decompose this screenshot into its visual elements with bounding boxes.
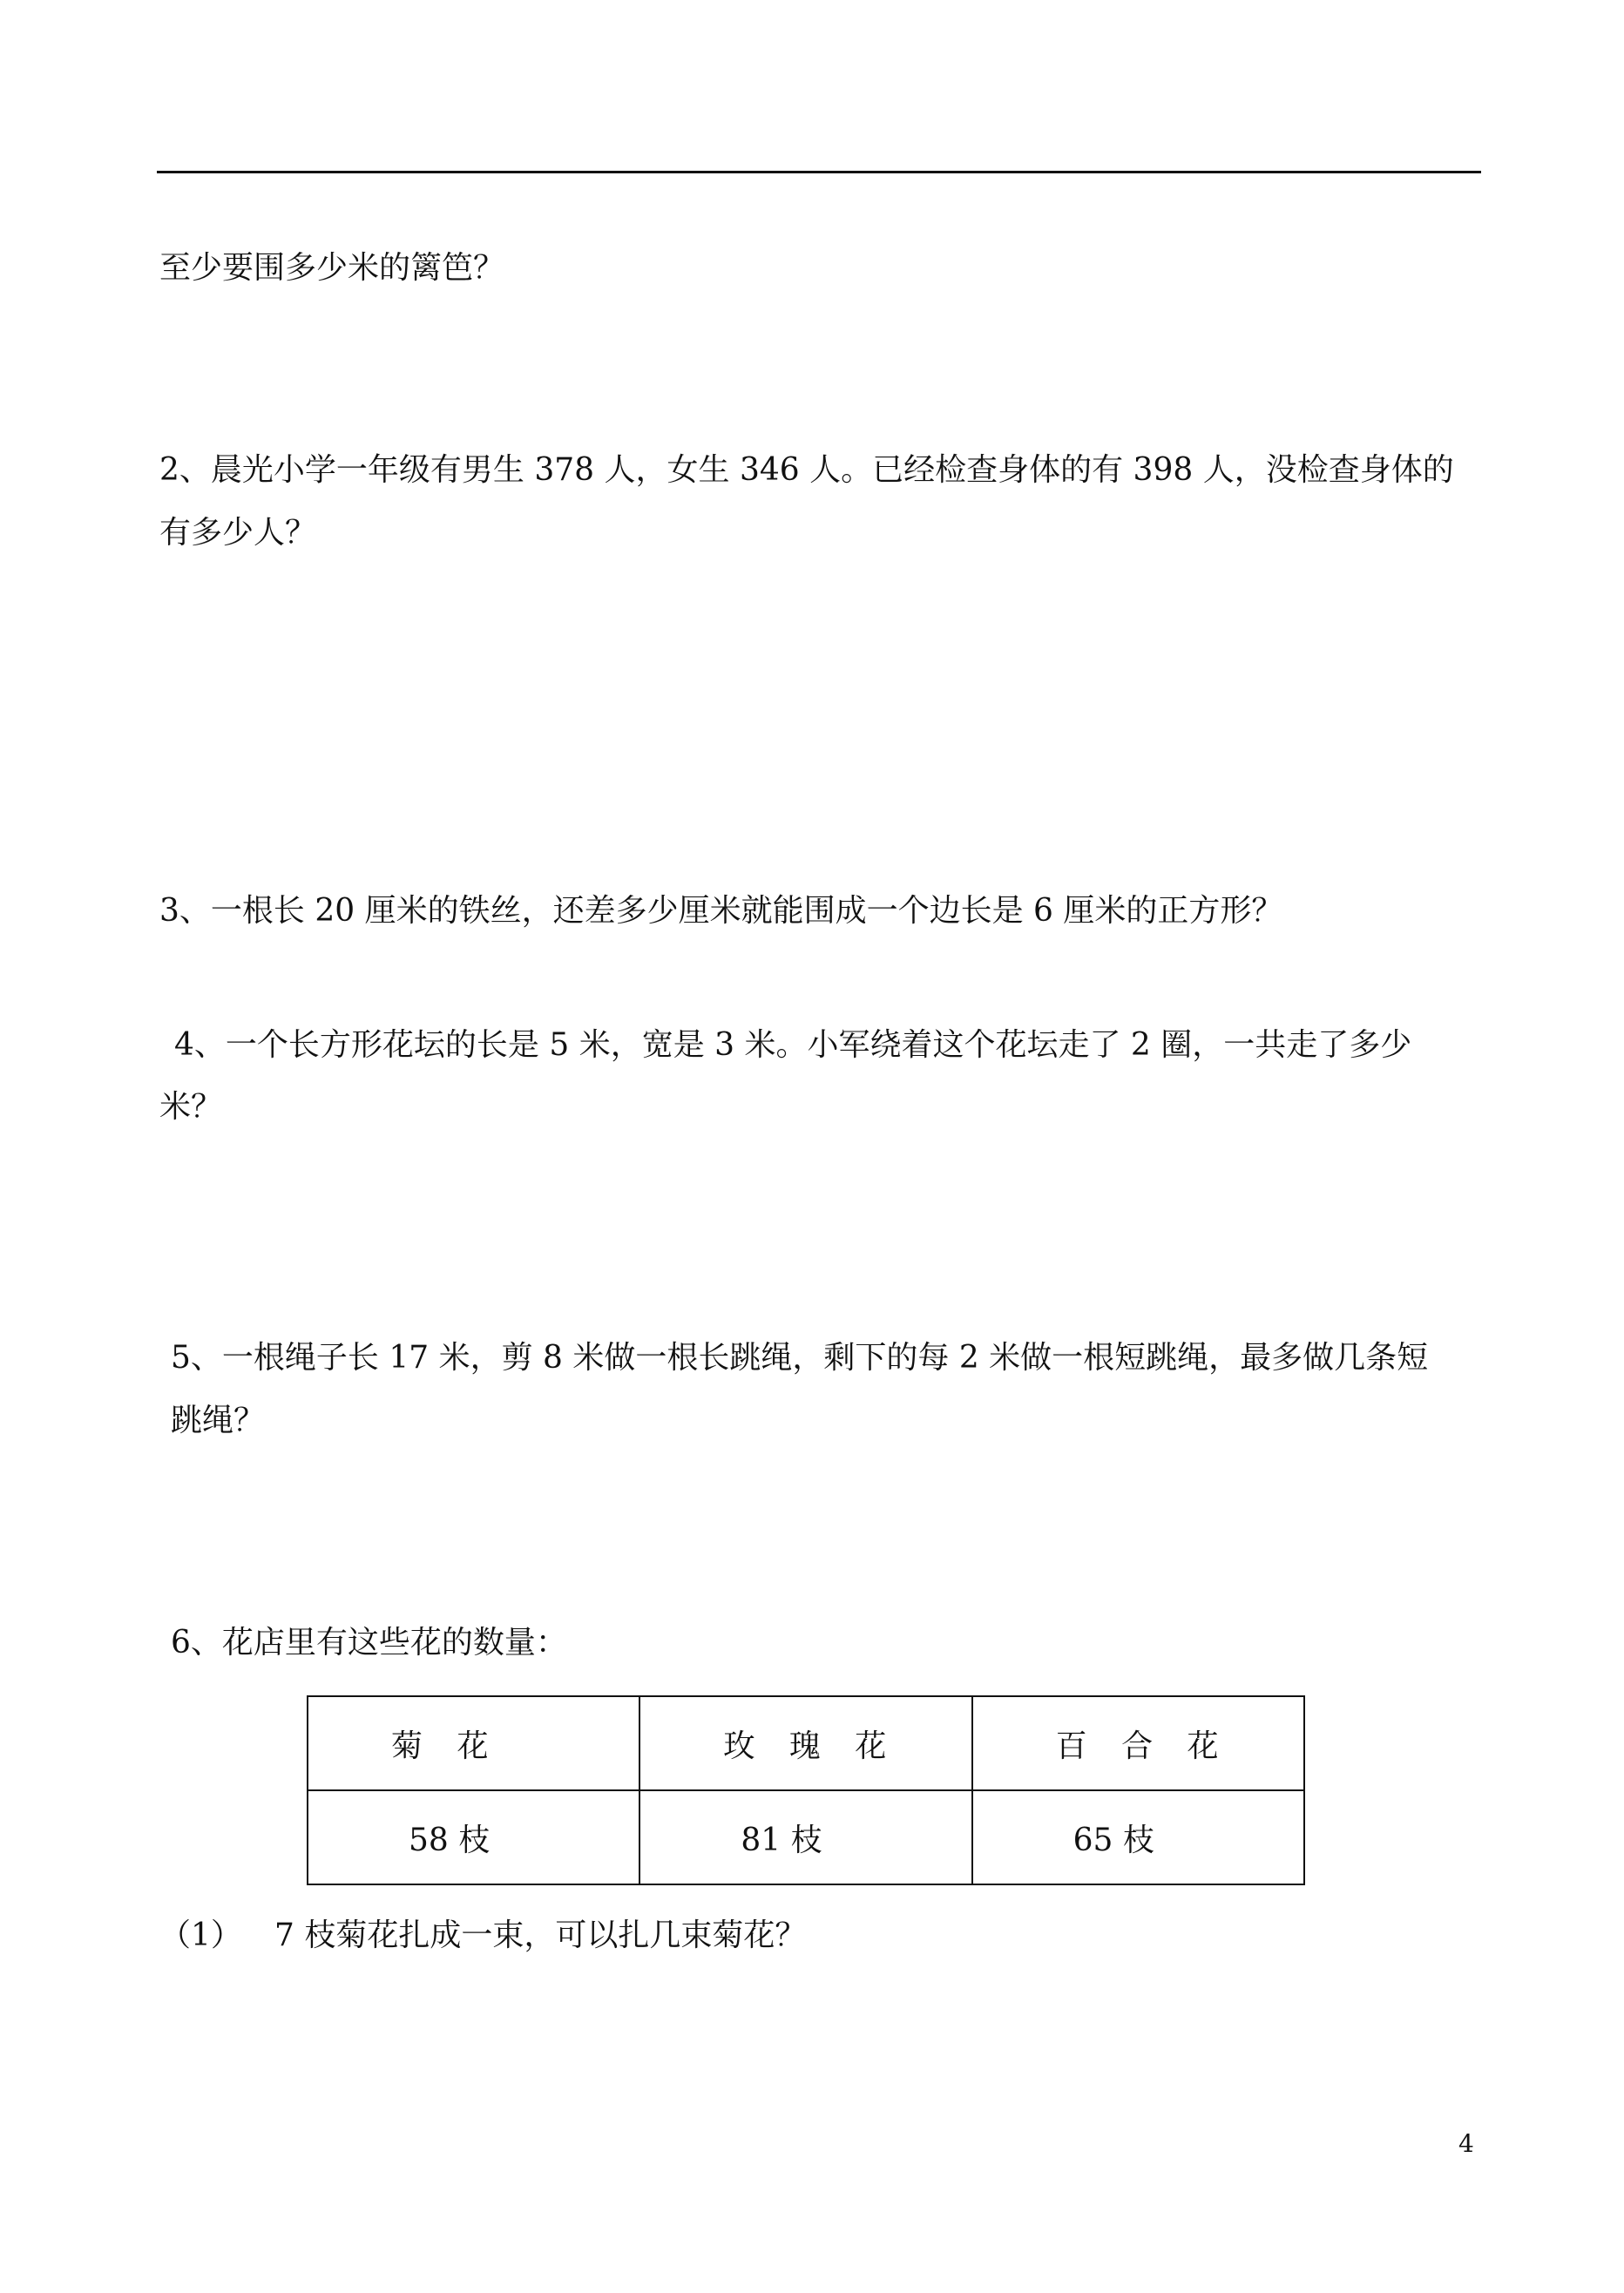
question-4-line-1: 4、一个长方形花坛的长是 5 米，宽是 3 米。小军绕着这个花坛走了 2 圈，一共走了多少 bbox=[174, 1027, 1412, 1063]
page-number: 4 bbox=[1458, 2129, 1474, 2158]
question-4-line-2: 米？ bbox=[159, 1089, 223, 1125]
question-6-text: 6、花店里有这些花的数量： bbox=[171, 1625, 567, 1661]
table-value-row bbox=[308, 1790, 1304, 1884]
subquestion-label: （1） bbox=[159, 1918, 242, 1953]
flower-count-table bbox=[307, 1695, 1305, 1885]
question-2-line-1: 2、晨光小学一年级有男生 378 人，女生 346 人。已经检查身体的有 398 人，没检查身体的 bbox=[159, 452, 1454, 488]
value-lily: 65 枝 bbox=[972, 1790, 1304, 1884]
value-rose: 81 枝 bbox=[639, 1790, 971, 1884]
question-2-line-2: 有多少人？ bbox=[159, 515, 317, 551]
value-chrysanthemum: 58 枝 bbox=[308, 1790, 639, 1884]
header-chrysanthemum: 菊 花 bbox=[308, 1696, 639, 1790]
continued-question-text: 至少要围多少米的篱笆？ bbox=[159, 250, 505, 286]
question-5-line-2: 跳绳？ bbox=[171, 1403, 266, 1438]
header-lily: 百 合 花 bbox=[972, 1696, 1304, 1790]
subquestion-text: 7 枝菊花扎成一束，可以扎几束菊花？ bbox=[274, 1918, 807, 1953]
table-header-row bbox=[308, 1696, 1304, 1790]
question-5-line-1: 5、一根绳子长 17 米，剪 8 米做一根长跳绳，剩下的每 2 米做一根短跳绳，最多做几条短 bbox=[171, 1340, 1429, 1376]
header-rule bbox=[157, 171, 1481, 173]
header-rose: 玫 瑰 花 bbox=[639, 1696, 971, 1790]
question-3-text: 3、一根长 20 厘米的铁丝，还差多少厘米就能围成一个边长是 6 厘米的正方形？ bbox=[159, 893, 1283, 929]
